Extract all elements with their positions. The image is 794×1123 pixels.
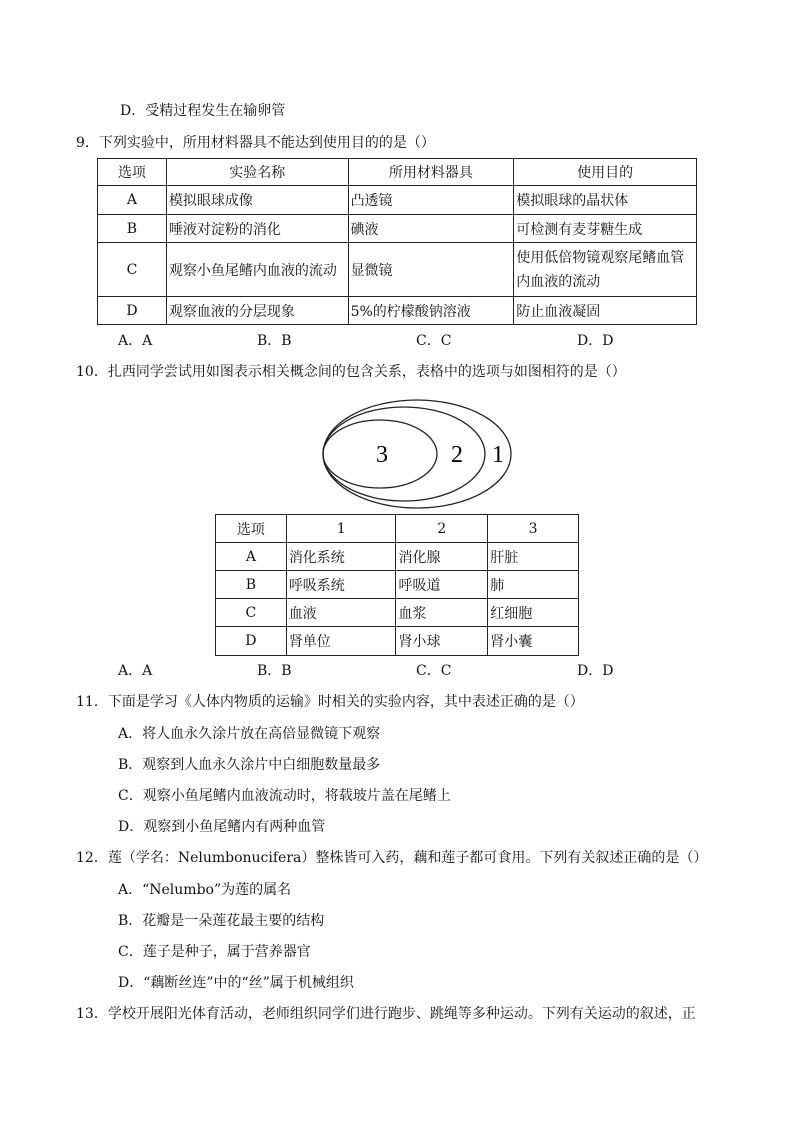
q10-cell: A bbox=[216, 543, 287, 571]
q9-cell: 显微镜 bbox=[348, 243, 514, 297]
q10-table-row bbox=[216, 543, 579, 571]
q9-header-row bbox=[98, 159, 697, 186]
q12-option-d: D．“藕断丝连”中的“丝”属于机械组织 bbox=[118, 975, 354, 991]
q9-answer-b: B．B bbox=[257, 333, 292, 349]
q10-cell: 血液 bbox=[286, 599, 396, 627]
q9-cell: 凸透镜 bbox=[348, 186, 514, 215]
ellipse-1 bbox=[323, 400, 511, 508]
q10-cell: 肾小球 bbox=[396, 627, 488, 656]
q9-cell bbox=[514, 243, 697, 297]
q9-table-row bbox=[98, 215, 697, 243]
label-1: 1 bbox=[492, 442, 504, 468]
q10-answer-b: B．B bbox=[257, 663, 292, 679]
q10-header-cell: 3 bbox=[488, 515, 579, 543]
q9-cell: 可检测有麦芽糖生成 bbox=[514, 215, 697, 243]
q10-header-cell: 选项 bbox=[216, 515, 287, 543]
q10-cell: C bbox=[216, 599, 287, 627]
label-3: 3 bbox=[376, 442, 388, 468]
q9-stem: 9．下列实验中，所用材料器具不能达到使用目的的是（） bbox=[76, 135, 435, 151]
q10-cell: 血浆 bbox=[396, 599, 488, 627]
q10-cell: 呼吸系统 bbox=[286, 571, 396, 599]
q10-cell: 肺 bbox=[488, 571, 579, 599]
q10-answer-d: D．D bbox=[577, 663, 614, 679]
q13-stem: 13．学校开展阳光体育活动，老师组织同学们进行跑步、跳绳等多种运动。下列有关运动的叙述，正 bbox=[76, 1006, 696, 1022]
q10-cell: 肝脏 bbox=[488, 543, 579, 571]
q9-cell: 观察小鱼尾鳍内血液的流动 bbox=[166, 243, 348, 297]
q9-cell: D bbox=[98, 297, 167, 325]
q9-cell: C bbox=[98, 243, 167, 297]
q10-cell: 呼吸道 bbox=[396, 571, 488, 599]
q10-answer-a: A．A bbox=[118, 663, 153, 679]
q9-answer-d: D．D bbox=[577, 333, 614, 349]
q9-header-cell: 所用材料器具 bbox=[348, 159, 514, 186]
q9-cell: 模拟眼球成像 bbox=[166, 186, 348, 215]
q11-option-a: A．将人血永久涂片放在高倍显微镜下观察 bbox=[118, 726, 381, 742]
q9-table-row bbox=[98, 243, 697, 297]
q10-cell: 肾小囊 bbox=[488, 627, 579, 656]
q9-answer-a: A．A bbox=[118, 333, 153, 349]
q10-stem: 10．扎西同学尝试用如图表示相关概念间的包含关系，表格中的选项与如图相符的是（） bbox=[76, 364, 626, 380]
q10-cell: D bbox=[216, 627, 287, 656]
q9-table bbox=[97, 158, 697, 325]
q11-stem: 11．下面是学习《人体内物质的运输》时相关的实验内容，其中表述正确的是（） bbox=[76, 694, 584, 710]
q10-cell: B bbox=[216, 571, 287, 599]
q10-table-row bbox=[216, 571, 579, 599]
q10-cell: 消化腺 bbox=[396, 543, 488, 571]
q9-cell: 唾液对淀粉的消化 bbox=[166, 215, 348, 243]
q9-cell: 模拟眼球的晶状体 bbox=[514, 186, 697, 215]
nested-ellipses-diagram bbox=[320, 397, 520, 517]
q11-option-d: D．观察到小鱼尾鳍内有两种血管 bbox=[118, 819, 326, 835]
q9-cell: 碘液 bbox=[348, 215, 514, 243]
q11-option-b: B．观察到人血永久涂片中白细胞数量最多 bbox=[118, 757, 381, 773]
q12-stem: 12．莲（学名：Nelumbonucifera）整株皆可入药，藕和莲子都可食用。下列有关叙述正确的是（） bbox=[76, 850, 708, 866]
q12-option-b: B．花瓣是一朵莲花最主要的结构 bbox=[118, 913, 325, 929]
q10-cell: 肾单位 bbox=[286, 627, 396, 656]
q11-option-c: C．观察小鱼尾鳍内血液流动时，将载玻片盖在尾鳍上 bbox=[118, 788, 451, 804]
q9-header-cell: 实验名称 bbox=[166, 159, 348, 186]
q9-header-cell: 使用目的 bbox=[514, 159, 697, 186]
q9-cell: A bbox=[98, 186, 167, 215]
q9-header-cell: 选项 bbox=[98, 159, 167, 186]
q9-cell-line: 内血液的流动 bbox=[516, 273, 601, 290]
q9-cell: 5%的柠檬酸钠溶液 bbox=[348, 297, 514, 325]
q12-option-a: A．“Nelumbo”为莲的属名 bbox=[118, 882, 292, 898]
q12-option-c: C．莲子是种子，属于营养器官 bbox=[118, 944, 311, 960]
q10-cell: 红细胞 bbox=[488, 599, 579, 627]
q10-cell: 消化系统 bbox=[286, 543, 396, 571]
q10-table bbox=[215, 514, 579, 656]
q9-cell: B bbox=[98, 215, 167, 243]
q10-table-row bbox=[216, 599, 579, 627]
q10-answer-c: C．C bbox=[416, 663, 452, 679]
q9-cell: 观察血液的分层现象 bbox=[166, 297, 348, 325]
label-2: 2 bbox=[451, 442, 463, 468]
q9-table-row bbox=[98, 297, 697, 325]
q10-header-cell: 2 bbox=[396, 515, 488, 543]
q10-table-row bbox=[216, 627, 579, 656]
q9-table-row bbox=[98, 186, 697, 215]
q9-cell: 防止血液凝固 bbox=[514, 297, 697, 325]
q9-cell-line: 使用低倍物镜观察尾鳍血管 bbox=[516, 249, 685, 266]
q10-header-cell: 1 bbox=[286, 515, 396, 543]
q9-answer-c: C．C bbox=[416, 333, 452, 349]
q8-option-d: D．受精过程发生在输卵管 bbox=[120, 103, 286, 119]
q10-header-row bbox=[216, 515, 579, 543]
